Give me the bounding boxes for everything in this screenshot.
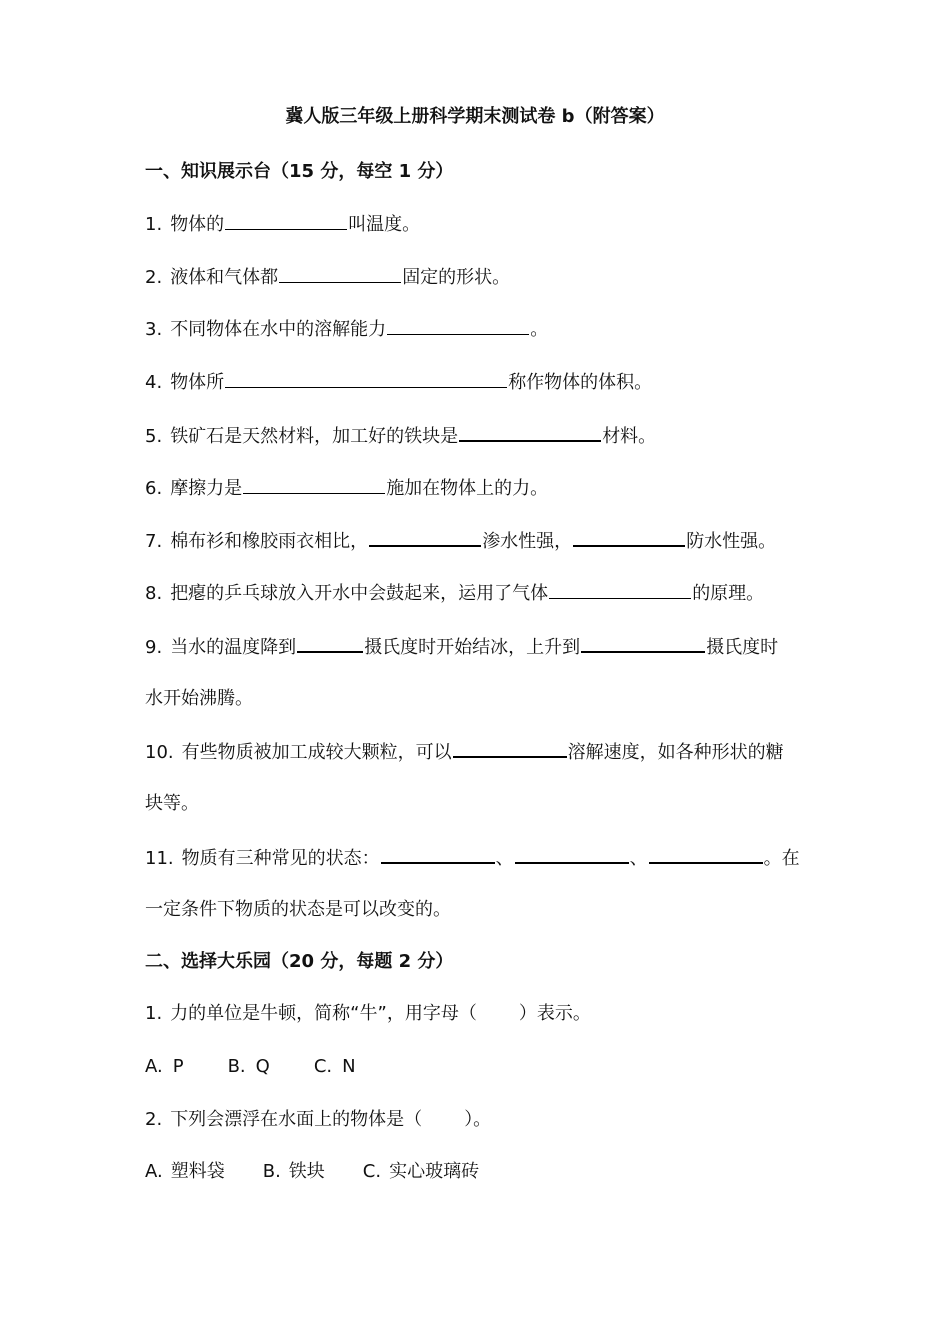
question-number: 1. — [145, 214, 163, 235]
question-text: ）。 — [464, 1109, 492, 1130]
answer-blank[interactable] — [459, 422, 601, 442]
question-number: 2. — [145, 267, 163, 288]
question-1-9 — [145, 633, 810, 661]
option-text[interactable]: N — [342, 1056, 356, 1077]
question-1-9-continued — [145, 686, 810, 712]
question-text: 。在 — [763, 848, 800, 869]
question-1-1 — [145, 211, 810, 238]
answer-blank[interactable] — [387, 316, 529, 335]
question-text: 物体的 — [170, 214, 225, 235]
question-number: 7. — [145, 531, 163, 552]
question-2-2 — [145, 1107, 810, 1133]
question-1-6 — [145, 475, 810, 502]
question-number: 9. — [145, 637, 163, 658]
question-number: 3. — [145, 319, 163, 340]
option-text[interactable]: 塑料袋 — [170, 1161, 225, 1182]
answer-blank[interactable] — [549, 580, 691, 599]
page-title: 冀人版三年级上册科学期末测试卷 b（附答案） — [285, 106, 665, 127]
answer-blank[interactable] — [381, 844, 495, 864]
question-text: 力的单位是牛顿，简称“牛”，用字母（ — [170, 1003, 477, 1024]
answer-blank[interactable] — [225, 369, 507, 388]
question-number: 2. — [145, 1109, 163, 1130]
answer-blank[interactable] — [279, 264, 401, 283]
option-label: C. — [362, 1161, 382, 1182]
option-text[interactable]: 实心玻璃砖 — [389, 1161, 480, 1182]
question-text: 叫温度。 — [348, 214, 421, 235]
question-text: 。 — [530, 319, 549, 340]
option-text[interactable]: 铁块 — [288, 1161, 325, 1182]
question-text: ）表示。 — [518, 1003, 591, 1024]
option-label: B. — [262, 1161, 281, 1182]
option-label: C. — [313, 1056, 333, 1077]
question-text: 的原理。 — [692, 583, 765, 604]
question-number: 8. — [145, 583, 163, 604]
question-text: 渗水性强， — [482, 531, 573, 552]
answer-blank[interactable] — [369, 527, 481, 547]
question-text: 物质有三种常见的状态： — [181, 848, 380, 869]
option-label: A. — [145, 1056, 163, 1077]
question-text: 液体和气体都 — [170, 267, 279, 288]
question-1-5 — [145, 422, 810, 450]
answer-blank[interactable] — [453, 738, 567, 758]
answer-blank[interactable] — [649, 844, 763, 864]
question-1-10-continued — [145, 791, 810, 817]
question-text: 把瘪的乒乓球放入开水中会鼓起来，运用了气体 — [170, 583, 549, 604]
question-2-2-options — [145, 1159, 810, 1185]
question-number: 5. — [145, 426, 163, 447]
question-text: 有些物质被加工成较大颗粒，可以 — [181, 742, 452, 763]
option-label: B. — [227, 1056, 246, 1077]
question-text: 铁矿石是天然材料，加工好的铁块是 — [170, 426, 459, 447]
answer-blank[interactable] — [581, 633, 705, 653]
question-text: 当水的温度降到 — [170, 637, 297, 658]
question-1-7 — [145, 527, 810, 555]
question-1-11-continued — [145, 897, 810, 923]
question-text: 不同物体在水中的溶解能力 — [170, 319, 387, 340]
question-1-11 — [145, 844, 810, 872]
question-text: 、 — [629, 848, 648, 869]
question-2-1 — [145, 1001, 810, 1027]
question-text: 摄氏度时开始结冰，上升到 — [364, 637, 581, 658]
question-text: 下列会漂浮在水面上的物体是（ — [170, 1109, 423, 1130]
question-text: 块等。 — [145, 793, 199, 814]
question-1-10 — [145, 738, 810, 766]
question-text: 材料。 — [602, 426, 657, 447]
question-text: 固定的形状。 — [402, 267, 511, 288]
question-text: 摩擦力是 — [170, 478, 243, 499]
option-text[interactable]: P — [172, 1056, 184, 1077]
question-text: 、 — [495, 848, 514, 869]
question-number: 1. — [145, 1003, 163, 1024]
answer-blank[interactable] — [573, 527, 685, 547]
question-text: 溶解速度，如各种形状的糖 — [567, 742, 784, 763]
question-text: 防水性强。 — [686, 531, 777, 552]
question-text: 称作物体的体积。 — [508, 372, 653, 393]
section-heading-choice: 二、选择大乐园（20 分，每题 2 分） — [145, 951, 454, 972]
question-1-2 — [145, 264, 810, 291]
question-number: 11. — [145, 848, 174, 869]
question-text: 棉布衫和橡胶雨衣相比， — [170, 531, 369, 552]
answer-blank[interactable] — [515, 844, 629, 864]
question-number: 6. — [145, 478, 163, 499]
question-text: 摄氏度时 — [706, 637, 779, 658]
question-1-3 — [145, 316, 810, 343]
question-text: 一定条件下物质的状态是可以改变的。 — [145, 899, 451, 920]
question-1-4 — [145, 369, 810, 396]
answer-blank[interactable] — [225, 211, 347, 230]
question-text: 施加在物体上的力。 — [386, 478, 549, 499]
option-label: A. — [145, 1161, 163, 1182]
option-text[interactable]: Q — [255, 1056, 270, 1077]
section-heading-knowledge: 一、知识展示台（15 分，每空 1 分） — [145, 161, 454, 182]
question-number: 4. — [145, 372, 163, 393]
answer-blank[interactable] — [243, 475, 385, 494]
question-1-8 — [145, 580, 810, 607]
question-2-1-options — [145, 1054, 810, 1080]
answer-blank[interactable] — [297, 633, 363, 653]
question-text: 水开始沸腾。 — [145, 688, 253, 709]
question-number: 10. — [145, 742, 174, 763]
question-text: 物体所 — [170, 372, 225, 393]
